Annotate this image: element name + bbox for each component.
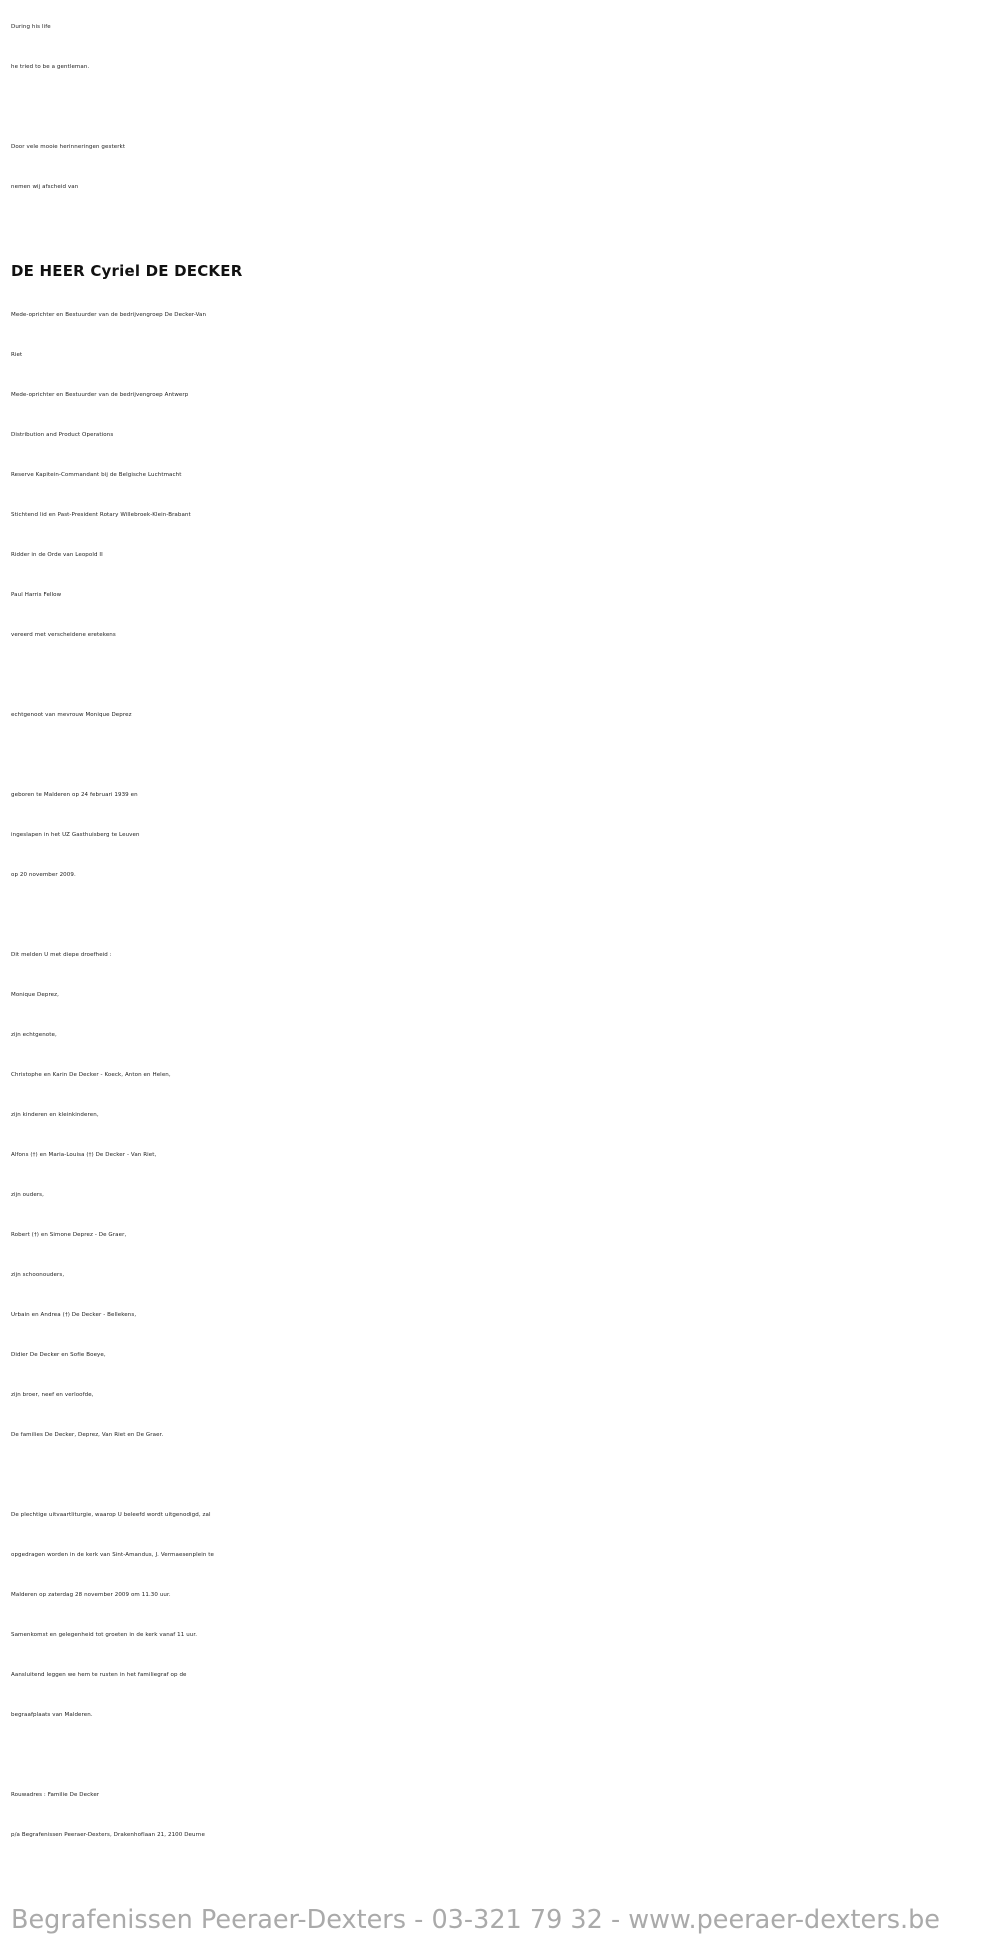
title-line: Ridder in de Orde van Leopold II xyxy=(11,552,103,558)
footer-credit: Begrafenissen Peeraer-Dexters - 03-321 79 32 - www.peeraer-dexters.be xyxy=(11,1905,940,1935)
title-line: vereerd met verscheidene eretekens xyxy=(11,632,116,638)
farewell-section xyxy=(11,127,991,207)
ceremony-line: Samenkomst en gelegenheid tot groeten in de kerk vanaf 11 uur. xyxy=(11,1632,198,1638)
family-line: zijn broer, neef en verloofde, xyxy=(11,1392,94,1398)
farewell-line: Door vele mooie herinneringen gesterkt xyxy=(11,144,126,150)
family-section xyxy=(11,935,991,1455)
ceremony-line: Aansluitend leggen we hem te rusten in het familiegraf op de xyxy=(11,1672,187,1678)
intro-section xyxy=(11,7,991,87)
family-line: De families De Decker, Deprez, Van Riet en De Graer. xyxy=(11,1432,164,1438)
title-line: Mede-oprichter en Bestuurder van de bedrijvengroep Antwerp xyxy=(11,392,189,398)
family-line: zijn ouders, xyxy=(11,1192,44,1198)
spouse-line: echtgenoot van mevrouw Monique Deprez xyxy=(11,712,132,718)
title-line: Reserve Kapitein-Commandant bij de Belgische Luchtmacht xyxy=(11,472,182,478)
family-line: Didier De Decker en Sofie Boeye, xyxy=(11,1352,106,1358)
title-line: Riet xyxy=(11,352,23,358)
family-line: zijn echtgenote, xyxy=(11,1032,57,1038)
title-line: Stichtend lid en Past-President Rotary Willebroek-Klein-Brabant xyxy=(11,512,191,518)
address-section xyxy=(11,1775,991,1855)
ceremony-line: De plechtige uitvaartliturgie, waarop U beleefd wordt uitgenodigd, zal xyxy=(11,1512,211,1518)
life-line: op 20 november 2009. xyxy=(11,872,76,878)
address-line: p/a Begrafenissen Peeraer-Dexters, Drakenhoflaan 21, 2100 Deurne xyxy=(11,1832,205,1838)
family-line: Urbain en Andrea (†) De Decker - Bellekens, xyxy=(11,1312,137,1318)
family-line: zijn schoonouders, xyxy=(11,1272,65,1278)
intro-line: he tried to be a gentleman. xyxy=(11,64,90,70)
title-line: Mede-oprichter en Bestuurder van de bedrijvengroep De Decker-Van xyxy=(11,312,207,318)
life-line: geboren te Malderen op 24 februari 1939 en xyxy=(11,792,138,798)
family-line: zijn kinderen en kleinkinderen, xyxy=(11,1112,99,1118)
address-line: Rouwadres : Familie De Decker xyxy=(11,1792,100,1798)
farewell-line: nemen wij afscheid van xyxy=(11,184,79,190)
family-line: Dit melden U met diepe droefheid : xyxy=(11,952,112,958)
life-section xyxy=(11,775,991,895)
family-line: Alfons (†) en Maria-Louisa (†) De Decker - Van Riet, xyxy=(11,1152,157,1158)
obituary-text xyxy=(11,7,991,1855)
title-line: Paul Harris Fellow xyxy=(11,592,62,598)
family-line: Robert (†) en Simone Deprez - De Graer, xyxy=(11,1232,127,1238)
ceremony-line: opgedragen worden in de kerk van Sint-Amandus, J. Vermaesenplein te xyxy=(11,1552,215,1558)
deceased-name: DE HEER Cyriel DE DECKER xyxy=(11,262,243,280)
ceremony-section xyxy=(11,1495,991,1735)
family-line: Monique Deprez, xyxy=(11,992,60,998)
title-line: Distribution and Product Operations xyxy=(11,432,114,438)
ceremony-line: Malderen op zaterdag 28 november 2009 om 11.30 uur. xyxy=(11,1592,171,1598)
ceremony-line: begraafplaats van Malderen. xyxy=(11,1712,93,1718)
family-line: Christophe en Karin De Decker - Koeck, Anton en Helen, xyxy=(11,1072,171,1078)
life-line: ingeslapen in het UZ Gasthuisberg te Leuven xyxy=(11,832,140,838)
titles-section xyxy=(11,295,991,655)
intro-line: During his life xyxy=(11,24,51,30)
